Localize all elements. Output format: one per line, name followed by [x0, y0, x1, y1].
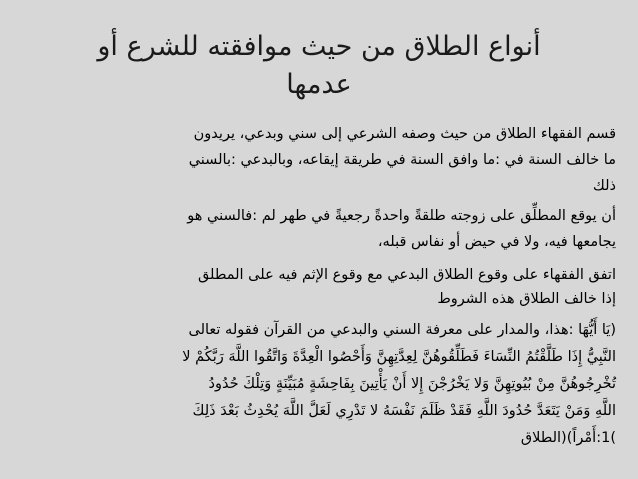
text-line: النَّبِيُّ إِذَا طَلَّقْتُمُ النِّسَاءَ فَطَلِّقُوهُنَّ لِعِدَّتِهِنَّ وَأَحْصُوا الْعِدَّةَ وَاتَّقُوا اللَّهَ رَبَّكُمْ لا [182, 349, 616, 365]
text-line: تُخْرِجُوهُنَّ مِنْ بُيُوتِهِنَّ وَلا يَخْرُجْنَ إِلا أَنْ يَأْتِينَ بِفَاحِشَةٍ مُبَيِّنَةٍ وَتِلْكَ حُدُودُ [208, 376, 616, 392]
slide-title-line-2: عدمها [286, 69, 352, 100]
text-line: اللَّهِ وَمَنْ يَتَعَدَّ حُدُودَ اللَّهِ فَقَدْ ظَلَمَ نَفْسَهُ لا تَدْرِي لَعَلَّ اللَّهَ يُحْدِثُ بَعْدَ ذَلِكَ [192, 403, 616, 419]
text-line: ذلك [592, 178, 616, 194]
text-line: إذا خالف الطلاق هذه الشروط [437, 291, 616, 307]
text-line: ما خالف السنة في :ما وافق السنة في طريقة إيقاعه، وبالبدعي :بالسني [188, 152, 616, 168]
text-line: قسم الفقهاء الطلاق من حيث وصفه الشرعي إلى سني وبدعي، يريدون [193, 126, 616, 142]
paragraph-bidi-ruling [22, 263, 616, 311]
slide-title-line-1: أنواع الطلاق من حيث موافقته للشرع أو [97, 31, 541, 62]
text-line: أن يوقع المطلِّق على زوجته طلقةً واحدةً رجعيةً في طهر لم :فالسني هو [187, 208, 616, 224]
text-line: (يَا أَيُّهَا :هذا، والمدار على معرفة السني والبدعي من القرآن فقوله تعالى [188, 322, 616, 338]
paragraph-definition [22, 121, 616, 199]
text-line: يجامعها فيه، ولا في حيض أو نفاس قبله، [377, 234, 616, 250]
slide-title [70, 28, 568, 104]
text-line: )1:أَمْراً)(الطلاق [520, 430, 616, 446]
text-line: اتفق الفقهاء على وقوع الطلاق البدعي مع وقوع الإثم فيه على المطلق [197, 267, 616, 283]
paragraph-quran-verse [22, 317, 616, 452]
paragraph-sunni-definition [22, 203, 616, 255]
